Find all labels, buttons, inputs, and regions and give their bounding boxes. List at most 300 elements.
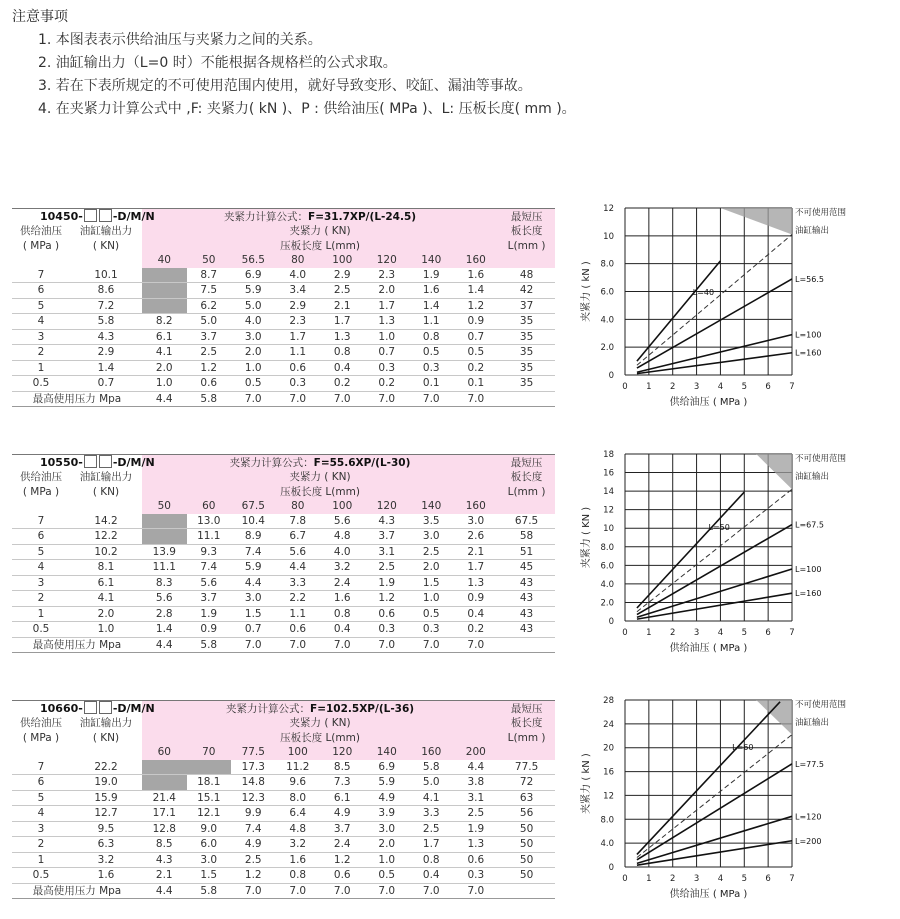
output-unit: ( KN) (92, 731, 120, 744)
min-arm-value: 37 (498, 298, 555, 314)
series-label: L=100 (795, 330, 822, 340)
output-value: 15.9 (70, 790, 142, 806)
clamp-value: 2.0 (365, 283, 410, 299)
x-tick-label: 7 (789, 628, 795, 638)
model-number: 10660- (40, 702, 83, 715)
y-tick-label: 4.0 (600, 315, 614, 326)
clamp-value: 6.2 (187, 298, 232, 314)
clamp-value: 8.3 (142, 575, 187, 591)
output-header: 油缸输出力 (79, 717, 133, 730)
x-tick-label: 2 (670, 628, 676, 638)
min-arm-value: 43 (498, 575, 555, 591)
x-axis-label: 供给油压 ( MPa ) (669, 889, 748, 900)
clamp-value: 5.0 (231, 298, 276, 314)
arm-length: 60 (142, 745, 187, 760)
pressure-value: 0.5 (12, 868, 70, 884)
arm-length: 56.5 (231, 253, 276, 268)
series-line (637, 569, 792, 617)
x-tick-label: 7 (789, 382, 795, 392)
output-value: 4.3 (70, 329, 142, 345)
x-tick-label: 0 (622, 874, 628, 884)
min-arm-value: 35 (498, 345, 555, 361)
max-pressure-value: 7.0 (365, 637, 410, 653)
clamp-value: 1.2 (231, 868, 276, 884)
output-unit: ( KN) (92, 239, 120, 252)
max-pressure-value: 7.0 (276, 391, 321, 407)
clamp-value: 5.0 (409, 775, 454, 791)
clamp-value: 1.4 (142, 622, 187, 638)
x-tick-label: 1 (646, 382, 652, 392)
clamp-value: 1.0 (365, 852, 410, 868)
max-pressure-value: 7.0 (231, 391, 276, 407)
arm-length: 80 (276, 253, 321, 268)
x-tick-label: 7 (789, 874, 795, 884)
clamp-value: 0.6 (320, 868, 365, 884)
min-arm-unit: L(mm ) (498, 239, 555, 254)
clamp-value: 13.0 (187, 514, 232, 529)
clamp-value: 0.8 (409, 852, 454, 868)
table-row (12, 790, 555, 806)
table-row (12, 329, 555, 345)
output-value: 7.2 (70, 298, 142, 314)
arm-length-header: 压板长度 L(mm) (142, 239, 498, 254)
arm-length: 140 (409, 499, 454, 514)
clamp-value: 0.5 (409, 606, 454, 622)
pressure-force-chart (575, 690, 885, 905)
clamp-value: 5.6 (187, 575, 232, 591)
formula-value: F=55.6XP/(L-30) (313, 456, 411, 469)
arm-length: 60 (187, 499, 232, 514)
pressure-header: 供给油压 (20, 225, 62, 238)
clamp-force-table (12, 454, 555, 653)
clamp-value: 0.4 (320, 622, 365, 638)
pressure-value: 3 (12, 575, 70, 591)
clamp-value: 2.4 (320, 575, 365, 591)
y-tick-label: 20 (603, 743, 614, 754)
y-tick-label: 24 (603, 719, 614, 730)
table-row (12, 575, 555, 591)
arm-length: 77.5 (231, 745, 276, 760)
notes-title: 注意事项 (12, 9, 68, 25)
clamp-value: 0.6 (187, 376, 232, 392)
x-tick-label: 1 (646, 628, 652, 638)
min-arm-header: 最短压 (498, 209, 555, 225)
clamp-value: 3.7 (320, 821, 365, 837)
clamp-value: 2.5 (409, 544, 454, 560)
clamp-value: 3.8 (454, 775, 499, 791)
clamp-value: 0.2 (365, 376, 410, 392)
min-arm-value: 56 (498, 806, 555, 822)
clamp-value: 1.7 (409, 837, 454, 853)
clamp-value: 0.3 (365, 360, 410, 376)
clamp-value: 1.3 (454, 575, 499, 591)
max-pressure-value: 7.0 (365, 883, 410, 899)
formula-cell (142, 701, 498, 717)
clamp-value: 3.4 (276, 283, 321, 299)
clamp-value: 2.0 (231, 345, 276, 361)
table-row (12, 529, 555, 545)
clamp-value: 0.1 (409, 376, 454, 392)
max-pressure-value: 7.0 (365, 391, 410, 407)
clamp-value: 2.5 (231, 852, 276, 868)
clamp-value: 1.0 (142, 376, 187, 392)
series-line (637, 593, 792, 619)
y-axis-label: 夹紧力 ( kN ) (581, 753, 592, 814)
arm-length: 40 (142, 253, 187, 268)
series-label: L=77.5 (795, 759, 824, 769)
y-tick-label: 16 (603, 468, 614, 479)
output-value: 19.0 (70, 775, 142, 791)
output-value: 12.2 (70, 529, 142, 545)
max-pressure-value: 7.0 (409, 637, 454, 653)
x-tick-label: 3 (693, 382, 700, 392)
table-row (12, 591, 555, 607)
clamp-value: 5.9 (231, 283, 276, 299)
formula-value: F=31.7XP/(L-24.5) (308, 210, 417, 223)
note-item: 1. 本图表表示供给油压与夹紧力之间的关系。 (38, 32, 322, 48)
series-label: L=120 (795, 812, 822, 822)
arm-length: 100 (320, 499, 365, 514)
x-tick-label: 2 (670, 874, 676, 884)
note-item: 2. 油缸输出力（L=0 时）不能根据各规格栏的公式求取。 (38, 55, 397, 71)
clamp-value: 3.7 (187, 329, 232, 345)
max-pressure-value: 5.8 (187, 391, 232, 407)
formula-cell (142, 209, 498, 225)
output-value: 2.9 (70, 345, 142, 361)
table-row (12, 560, 555, 576)
clamp-value: 0.3 (409, 622, 454, 638)
y-axis-label: 夹紧力 ( KN ) (581, 506, 592, 569)
clamp-value: 9.9 (231, 806, 276, 822)
clamp-value: 2.5 (409, 821, 454, 837)
max-pressure-value: 4.4 (142, 637, 187, 653)
series-line (637, 279, 792, 368)
output-unit: ( KN) (92, 485, 120, 498)
restricted-cell (187, 760, 232, 775)
clamp-value: 3.2 (320, 560, 365, 576)
output-value: 8.1 (70, 560, 142, 576)
min-arm-value: 43 (498, 606, 555, 622)
clamp-value: 0.6 (276, 622, 321, 638)
output-value: 9.5 (70, 821, 142, 837)
series-label: L=50 (708, 523, 730, 533)
clamp-value: 4.3 (365, 514, 410, 529)
max-pressure-value: 4.4 (142, 883, 187, 899)
clamp-value: 6.7 (276, 529, 321, 545)
clamp-header: 夹紧力 ( KN) (142, 470, 498, 485)
y-tick-label: 0 (608, 863, 614, 873)
clamp-value: 0.9 (454, 591, 499, 607)
y-tick-label: 8.0 (600, 542, 614, 553)
clamp-value: 4.4 (454, 760, 499, 775)
series-label: L=100 (795, 565, 822, 575)
series-line (637, 841, 792, 865)
restricted-cell (142, 298, 187, 314)
y-tick-label: 16 (603, 767, 614, 778)
clamp-value: 0.2 (320, 376, 365, 392)
clamp-value: 6.4 (276, 806, 321, 822)
clamp-value: 0.7 (231, 622, 276, 638)
model-number: 10550- (40, 456, 83, 469)
cylinder-output-line (637, 234, 792, 365)
series-line (637, 764, 792, 860)
clamp-value: 4.4 (231, 575, 276, 591)
formula-label: 夹紧力计算公式： (229, 456, 314, 469)
min-arm-value: 50 (498, 821, 555, 837)
clamp-header: 夹紧力 ( KN) (142, 716, 498, 731)
min-arm-value: 43 (498, 622, 555, 638)
clamp-value: 0.5 (365, 868, 410, 884)
clamp-value: 11.2 (276, 760, 321, 775)
table-row (12, 837, 555, 853)
x-tick-label: 5 (741, 874, 747, 884)
clamp-value: 1.6 (409, 283, 454, 299)
clamp-header: 夹紧力 ( KN) (142, 224, 498, 239)
model-suffix: -D/M/N (112, 210, 155, 223)
clamp-value: 2.5 (320, 283, 365, 299)
clamp-value: 2.1 (320, 298, 365, 314)
clamp-value: 5.9 (231, 560, 276, 576)
y-tick-label: 12 (603, 791, 614, 802)
min-arm-value: 45 (498, 560, 555, 576)
clamp-value: 5.6 (320, 514, 365, 529)
clamp-value: 4.8 (320, 529, 365, 545)
x-tick-label: 4 (717, 874, 724, 884)
option-box (99, 209, 112, 222)
pressure-value: 1 (12, 852, 70, 868)
clamp-value: 2.8 (142, 606, 187, 622)
min-arm-value: 43 (498, 591, 555, 607)
clamp-value: 1.9 (365, 575, 410, 591)
output-value: 10.2 (70, 544, 142, 560)
table-row (12, 760, 555, 775)
x-tick-label: 2 (670, 382, 676, 392)
output-value: 1.4 (70, 360, 142, 376)
legend-output: 油缸输出 (795, 472, 830, 482)
clamp-value: 6.1 (320, 790, 365, 806)
clamp-value: 9.0 (187, 821, 232, 837)
clamp-value: 1.5 (409, 575, 454, 591)
clamp-value: 1.2 (454, 298, 499, 314)
clamp-value: 0.5 (454, 345, 499, 361)
arm-length: 70 (187, 745, 232, 760)
arm-length: 120 (365, 253, 410, 268)
clamp-value: 1.3 (320, 329, 365, 345)
arm-length: 200 (454, 745, 499, 760)
min-arm-value: 77.5 (498, 760, 555, 775)
restricted-cell (142, 283, 187, 299)
max-pressure-value: 5.8 (187, 637, 232, 653)
model-number: 10450- (40, 210, 83, 223)
min-arm-unit: L(mm ) (498, 731, 555, 746)
clamp-value: 0.3 (454, 868, 499, 884)
clamp-value: 0.8 (276, 868, 321, 884)
clamp-value: 0.6 (454, 852, 499, 868)
table-row (12, 314, 555, 330)
restricted-cell (142, 268, 187, 283)
max-pressure-label: 最高使用压力 Mpa (12, 391, 142, 407)
min-arm-header: 最短压 (498, 701, 555, 717)
clamp-force-table (12, 700, 555, 899)
table-row (12, 544, 555, 560)
clamp-value: 3.3 (409, 806, 454, 822)
clamp-value: 8.5 (320, 760, 365, 775)
table-row (12, 821, 555, 837)
clamp-value: 1.1 (409, 314, 454, 330)
series-label: L=160 (795, 348, 822, 358)
table-row (12, 345, 555, 361)
min-arm-header: 板长度 (498, 716, 555, 731)
pressure-value: 3 (12, 821, 70, 837)
clamp-value: 3.1 (454, 790, 499, 806)
clamp-value: 2.1 (454, 544, 499, 560)
pressure-header: 供给油压 (20, 717, 62, 730)
clamp-value: 11.1 (142, 560, 187, 576)
clamp-value: 0.4 (320, 360, 365, 376)
series-label: L=56.5 (795, 274, 824, 284)
pressure-value: 3 (12, 329, 70, 345)
clamp-value: 10.4 (231, 514, 276, 529)
y-tick-label: 4.0 (600, 839, 614, 850)
arm-length: 160 (454, 253, 499, 268)
clamp-value: 5.8 (409, 760, 454, 775)
clamp-value: 0.7 (454, 329, 499, 345)
x-tick-label: 6 (765, 382, 771, 392)
output-value: 3.2 (70, 852, 142, 868)
pressure-value: 7 (12, 268, 70, 283)
table-row (12, 622, 555, 638)
option-box (84, 455, 97, 468)
arm-length: 100 (276, 745, 321, 760)
clamp-value: 9.3 (187, 544, 232, 560)
output-value: 1.6 (70, 868, 142, 884)
clamp-value: 7.4 (187, 560, 232, 576)
clamp-value: 8.9 (231, 529, 276, 545)
clamp-value: 1.2 (365, 591, 410, 607)
clamp-value: 2.1 (142, 868, 187, 884)
min-arm-value: 35 (498, 329, 555, 345)
series-line (637, 353, 792, 374)
clamp-value: 12.3 (231, 790, 276, 806)
y-tick-label: 4.0 (600, 579, 614, 590)
legend-restricted: 不可使用范围 (795, 208, 847, 218)
clamp-value: 4.0 (276, 268, 321, 283)
clamp-force-table (12, 208, 555, 407)
clamp-value: 1.6 (320, 591, 365, 607)
pressure-value: 5 (12, 790, 70, 806)
clamp-value: 1.7 (276, 329, 321, 345)
output-value: 14.2 (70, 514, 142, 529)
clamp-value: 1.2 (187, 360, 232, 376)
arm-length-header: 压板长度 L(mm) (142, 731, 498, 746)
pressure-value: 5 (12, 544, 70, 560)
clamp-value: 1.3 (365, 314, 410, 330)
clamp-value: 3.7 (187, 591, 232, 607)
clamp-value: 3.2 (276, 837, 321, 853)
series-label: L=60 (732, 743, 754, 753)
series-label: L=40 (692, 287, 715, 297)
clamp-value: 21.4 (142, 790, 187, 806)
option-box (84, 209, 97, 222)
output-value: 5.8 (70, 314, 142, 330)
arm-length: 140 (365, 745, 410, 760)
clamp-value: 11.1 (187, 529, 232, 545)
y-tick-label: 12 (603, 204, 614, 214)
x-tick-label: 0 (622, 628, 628, 638)
y-tick-label: 18 (603, 450, 614, 460)
clamp-value: 3.1 (365, 544, 410, 560)
clamp-value: 4.8 (276, 821, 321, 837)
table-row (12, 298, 555, 314)
clamp-value: 0.3 (276, 376, 321, 392)
clamp-value: 2.0 (365, 837, 410, 853)
restricted-cell (142, 514, 187, 529)
min-arm-value: 50 (498, 868, 555, 884)
arm-length: 160 (454, 499, 499, 514)
model-name (12, 455, 155, 471)
clamp-value: 1.0 (365, 329, 410, 345)
legend-restricted: 不可使用范围 (795, 454, 847, 464)
clamp-value: 1.4 (409, 298, 454, 314)
pressure-header: 供给油压 (20, 471, 62, 484)
pressure-unit: ( MPa ) (22, 239, 60, 252)
max-pressure-value: 7.0 (409, 883, 454, 899)
clamp-value: 13.9 (142, 544, 187, 560)
clamp-value: 0.9 (454, 314, 499, 330)
clamp-value: 2.3 (276, 314, 321, 330)
table-row (12, 376, 555, 392)
clamp-value: 4.1 (409, 790, 454, 806)
max-pressure-value: 7.0 (231, 883, 276, 899)
model-name (12, 701, 155, 717)
clamp-value: 4.9 (320, 806, 365, 822)
clamp-value: 2.2 (276, 591, 321, 607)
clamp-value: 0.4 (409, 868, 454, 884)
clamp-value: 0.3 (365, 622, 410, 638)
series-label: L=160 (795, 589, 822, 599)
series-line (637, 702, 780, 855)
min-arm-value: 50 (498, 852, 555, 868)
max-pressure-value: 7.0 (320, 883, 365, 899)
min-arm-value: 35 (498, 314, 555, 330)
clamp-value: 0.4 (454, 606, 499, 622)
model-name (12, 209, 155, 225)
clamp-value: 17.1 (142, 806, 187, 822)
pressure-value: 0.5 (12, 622, 70, 638)
clamp-value: 7.4 (231, 544, 276, 560)
x-tick-label: 5 (741, 382, 747, 392)
x-axis-label: 供给油压 ( MPa ) (669, 397, 748, 408)
clamp-value: 3.9 (365, 806, 410, 822)
legend-restricted: 不可使用范围 (795, 700, 847, 710)
clamp-value: 1.4 (454, 283, 499, 299)
min-arm-value: 63 (498, 790, 555, 806)
clamp-value: 4.0 (231, 314, 276, 330)
clamp-value: 0.1 (454, 376, 499, 392)
min-arm-header: 板长度 (498, 470, 555, 485)
x-tick-label: 1 (646, 874, 652, 884)
min-arm-value: 35 (498, 376, 555, 392)
output-value: 4.1 (70, 591, 142, 607)
y-tick-label: 8.0 (600, 815, 614, 826)
series-line (637, 261, 721, 361)
clamp-value: 18.1 (187, 775, 232, 791)
clamp-value: 1.6 (454, 268, 499, 283)
max-pressure-value: 7.0 (276, 883, 321, 899)
model-suffix: -D/M/N (112, 702, 155, 715)
clamp-value: 0.2 (454, 360, 499, 376)
clamp-value: 3.0 (365, 821, 410, 837)
